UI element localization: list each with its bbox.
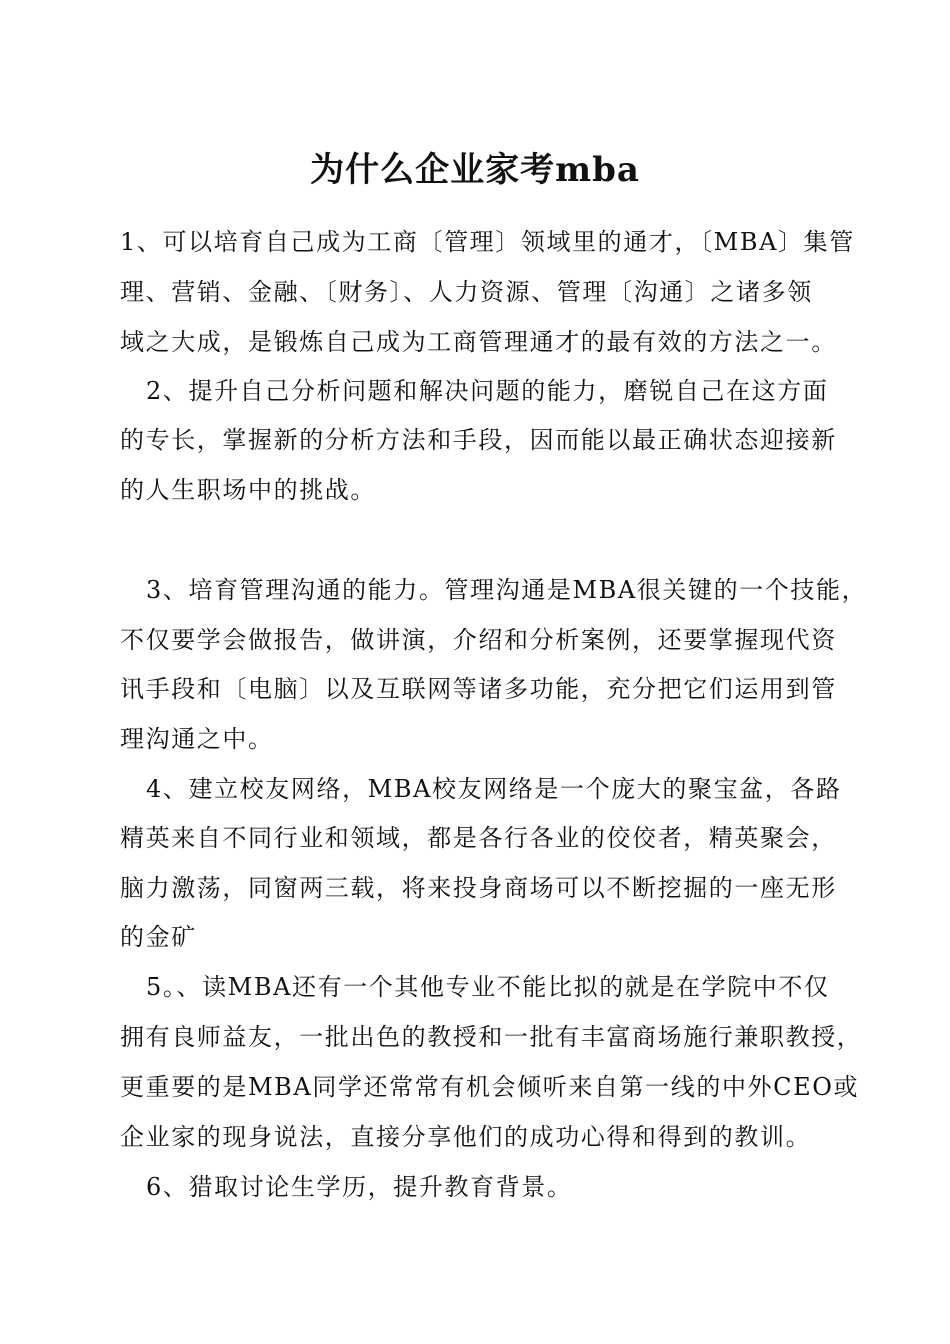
paragraph-line: 5。、读MBA还有一个其他专业不能比拟的就是在学院中不仅 [146,973,830,1001]
paragraph-line: 理沟通之中。 [120,725,274,753]
paragraph-line: 4、建立校友网络，MBA校友网络是一个庞大的聚宝盆，各路 [146,775,842,803]
paragraph-line: 2、提升自己分析问题和解决问题的能力，磨锐自己在这方面 [146,377,829,405]
paragraph-line: 讯手段和〔电脑〕以及互联网等诸多功能，充分把它们运用到管 [120,675,837,703]
paragraph-line: 不仅要学会做报告，做讲演，介绍和分析案例，还要掌握现代资 [120,626,837,654]
paragraph-line: 更重要的是MBA同学还常常有机会倾听来自第一线的中外CEO或 [120,1073,860,1101]
paragraph-line: 的专长，掌握新的分析方法和手段，因而能以最正确状态迎接新 [120,426,837,454]
paragraph-line: 的人生职场中的挑战。 [120,476,376,504]
paragraph-line: 拥有良师益友，一批出色的教授和一批有丰富商场施行兼职教授， [120,1023,863,1051]
paragraph-line: 3、培育管理沟通的能力。管理沟通是MBA很关键的一个技能， [146,576,868,604]
page-title: 为什么企业家考mba [310,150,640,190]
paragraph-line: 域之大成，是锻炼自己成为工商管理通才的最有效的方法之一。 [120,328,837,356]
paragraph-line: 6、猎取讨论生学历，提升教育背景。 [146,1173,573,1201]
paragraph-line: 理、营销、金融、〔财务〕、人力资源、管理〔沟通〕之诸多领 [120,278,813,306]
paragraph-line: 的金矿 [120,923,197,951]
paragraph-line: 精英来自不同行业和领域，都是各行各业的佼佼者，精英聚会， [120,824,837,852]
paragraph-line: 脑力激荡，同窗两三载，将来投身商场可以不断挖掘的一座无形 [120,874,837,902]
paragraph-line: 企业家的现身说法，直接分享他们的成功心得和得到的教训。 [120,1123,812,1151]
paragraph-line: 1、可以培育自己成为工商〔管理〕领域里的通才，〔MBA〕集管 [120,228,855,256]
